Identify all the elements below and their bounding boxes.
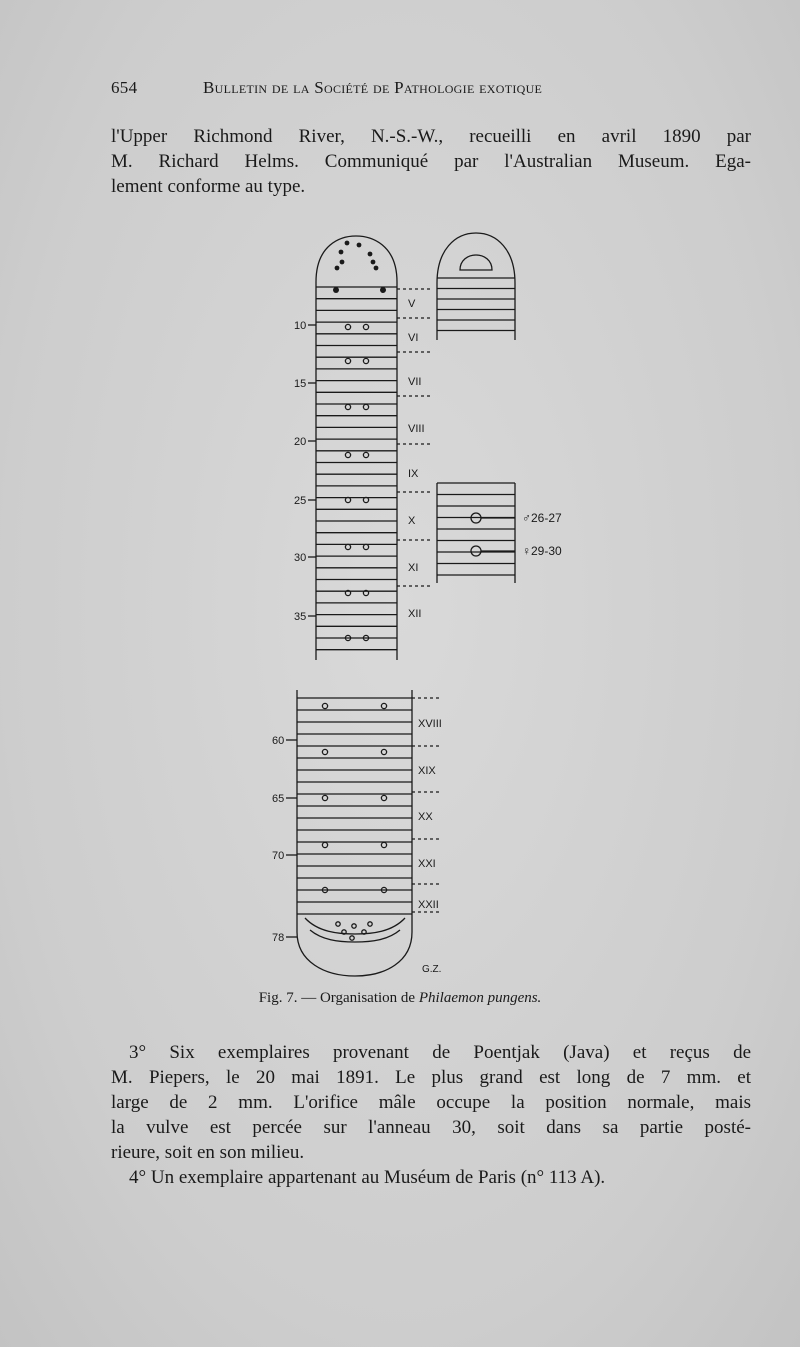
text-line: M. Piepers, le 20 mai 1891. Le plus grand est long de 7 mm. et [111,1067,751,1088]
worm-head-outline [316,236,397,660]
segment-number-label: 10 [294,320,307,332]
roman-label: XI [408,562,419,574]
roman-label: XXI [418,858,436,870]
pore-dot [322,795,327,800]
segment-number-label: 30 [294,552,307,564]
artist-initials: G.Z. [422,964,442,975]
head-spot [371,260,376,265]
roman-label: V [408,298,416,310]
segment-number-label: 20 [294,436,307,448]
anal-pore [352,924,356,928]
roman-label: XX [418,811,433,823]
paragraph-specimens [111,1040,751,1190]
text-line: lement conforme au type. [111,176,306,197]
roman-label: XVIII [418,718,442,730]
pore-dot [381,703,386,708]
anal-pore [350,936,354,940]
pore-dot [345,404,350,409]
head-spot [335,266,340,271]
text-line: large de 2 mm. L'orifice mâle occupe la position normale, mais [111,1092,751,1113]
profile-mouth [460,255,492,270]
roman-label: IX [408,468,419,480]
text-line: rieure, soit en son milieu. [111,1142,305,1163]
anal-scallop [305,918,405,934]
female-pore [471,546,481,556]
segment-number-label: 35 [294,611,307,623]
pore-dot [363,404,368,409]
segment-number-label: 60 [272,735,285,747]
pore-dot [345,358,350,363]
head-spot [339,250,344,255]
head-spot [340,260,345,265]
anal-pore [368,922,372,926]
pore-dot [381,842,386,847]
eye-spot [333,287,339,293]
text-line: la vulve est percée sur l'anneau 30, soit dans sa partie posté- [111,1117,751,1138]
running-head: Bulletin de la Société de Pathologie exotique [203,78,543,97]
profile-head-outline [437,233,515,340]
roman-label: VII [408,376,422,388]
segment-number-label: 65 [272,793,285,805]
pore-dot [322,842,327,847]
text-line: 3° Six exemplaires provenant de Poentjak (Java) et reçus de [129,1042,751,1063]
pore-dot [345,452,350,457]
caption-species: Philaemon pungens. [418,990,542,1006]
female-pore-label: ♀29-30 [522,544,562,558]
anal-pore [336,922,340,926]
eye-spot [380,287,386,293]
male-pore-label: ♂26-27 [522,511,562,525]
pore-dot [322,749,327,754]
roman-label: X [408,515,416,527]
pore-dot [345,324,350,329]
roman-label: XII [408,608,422,620]
pore-dot [345,544,350,549]
segment-number-label: 70 [272,850,285,862]
head-spot [368,252,373,257]
segment-number-label: 25 [294,495,307,507]
text-line: 4° Un exemplaire appartenant au Muséum de Paris (n° 113 A). [129,1167,606,1188]
segment-number-label: 15 [294,378,307,390]
text-line: l'Upper Richmond River, N.-S.-W., recueilli en avril 1890 par [111,126,751,147]
roman-label: VI [408,332,419,344]
head-spot [345,241,350,246]
pore-dot [363,452,368,457]
anal-scallop [310,930,400,942]
pore-dot [381,749,386,754]
roman-label: VIII [408,423,425,435]
pore-dot [322,703,327,708]
text-line: M. Richard Helms. Communiqué par l'Australian Museum. Ega- [111,151,751,172]
pore-dot [363,324,368,329]
pore-dot [363,358,368,363]
caption-prefix: Fig. 7. — Organisation de [258,990,419,1006]
figure-caption [0,990,800,1007]
page-number: 654 [111,78,138,97]
head-spot [357,243,362,248]
pore-dot [363,544,368,549]
roman-label: XXII [418,899,439,911]
segment-number-label: 78 [272,932,285,944]
head-spot [374,266,379,271]
roman-label: XIX [418,765,436,777]
pore-dot [381,795,386,800]
